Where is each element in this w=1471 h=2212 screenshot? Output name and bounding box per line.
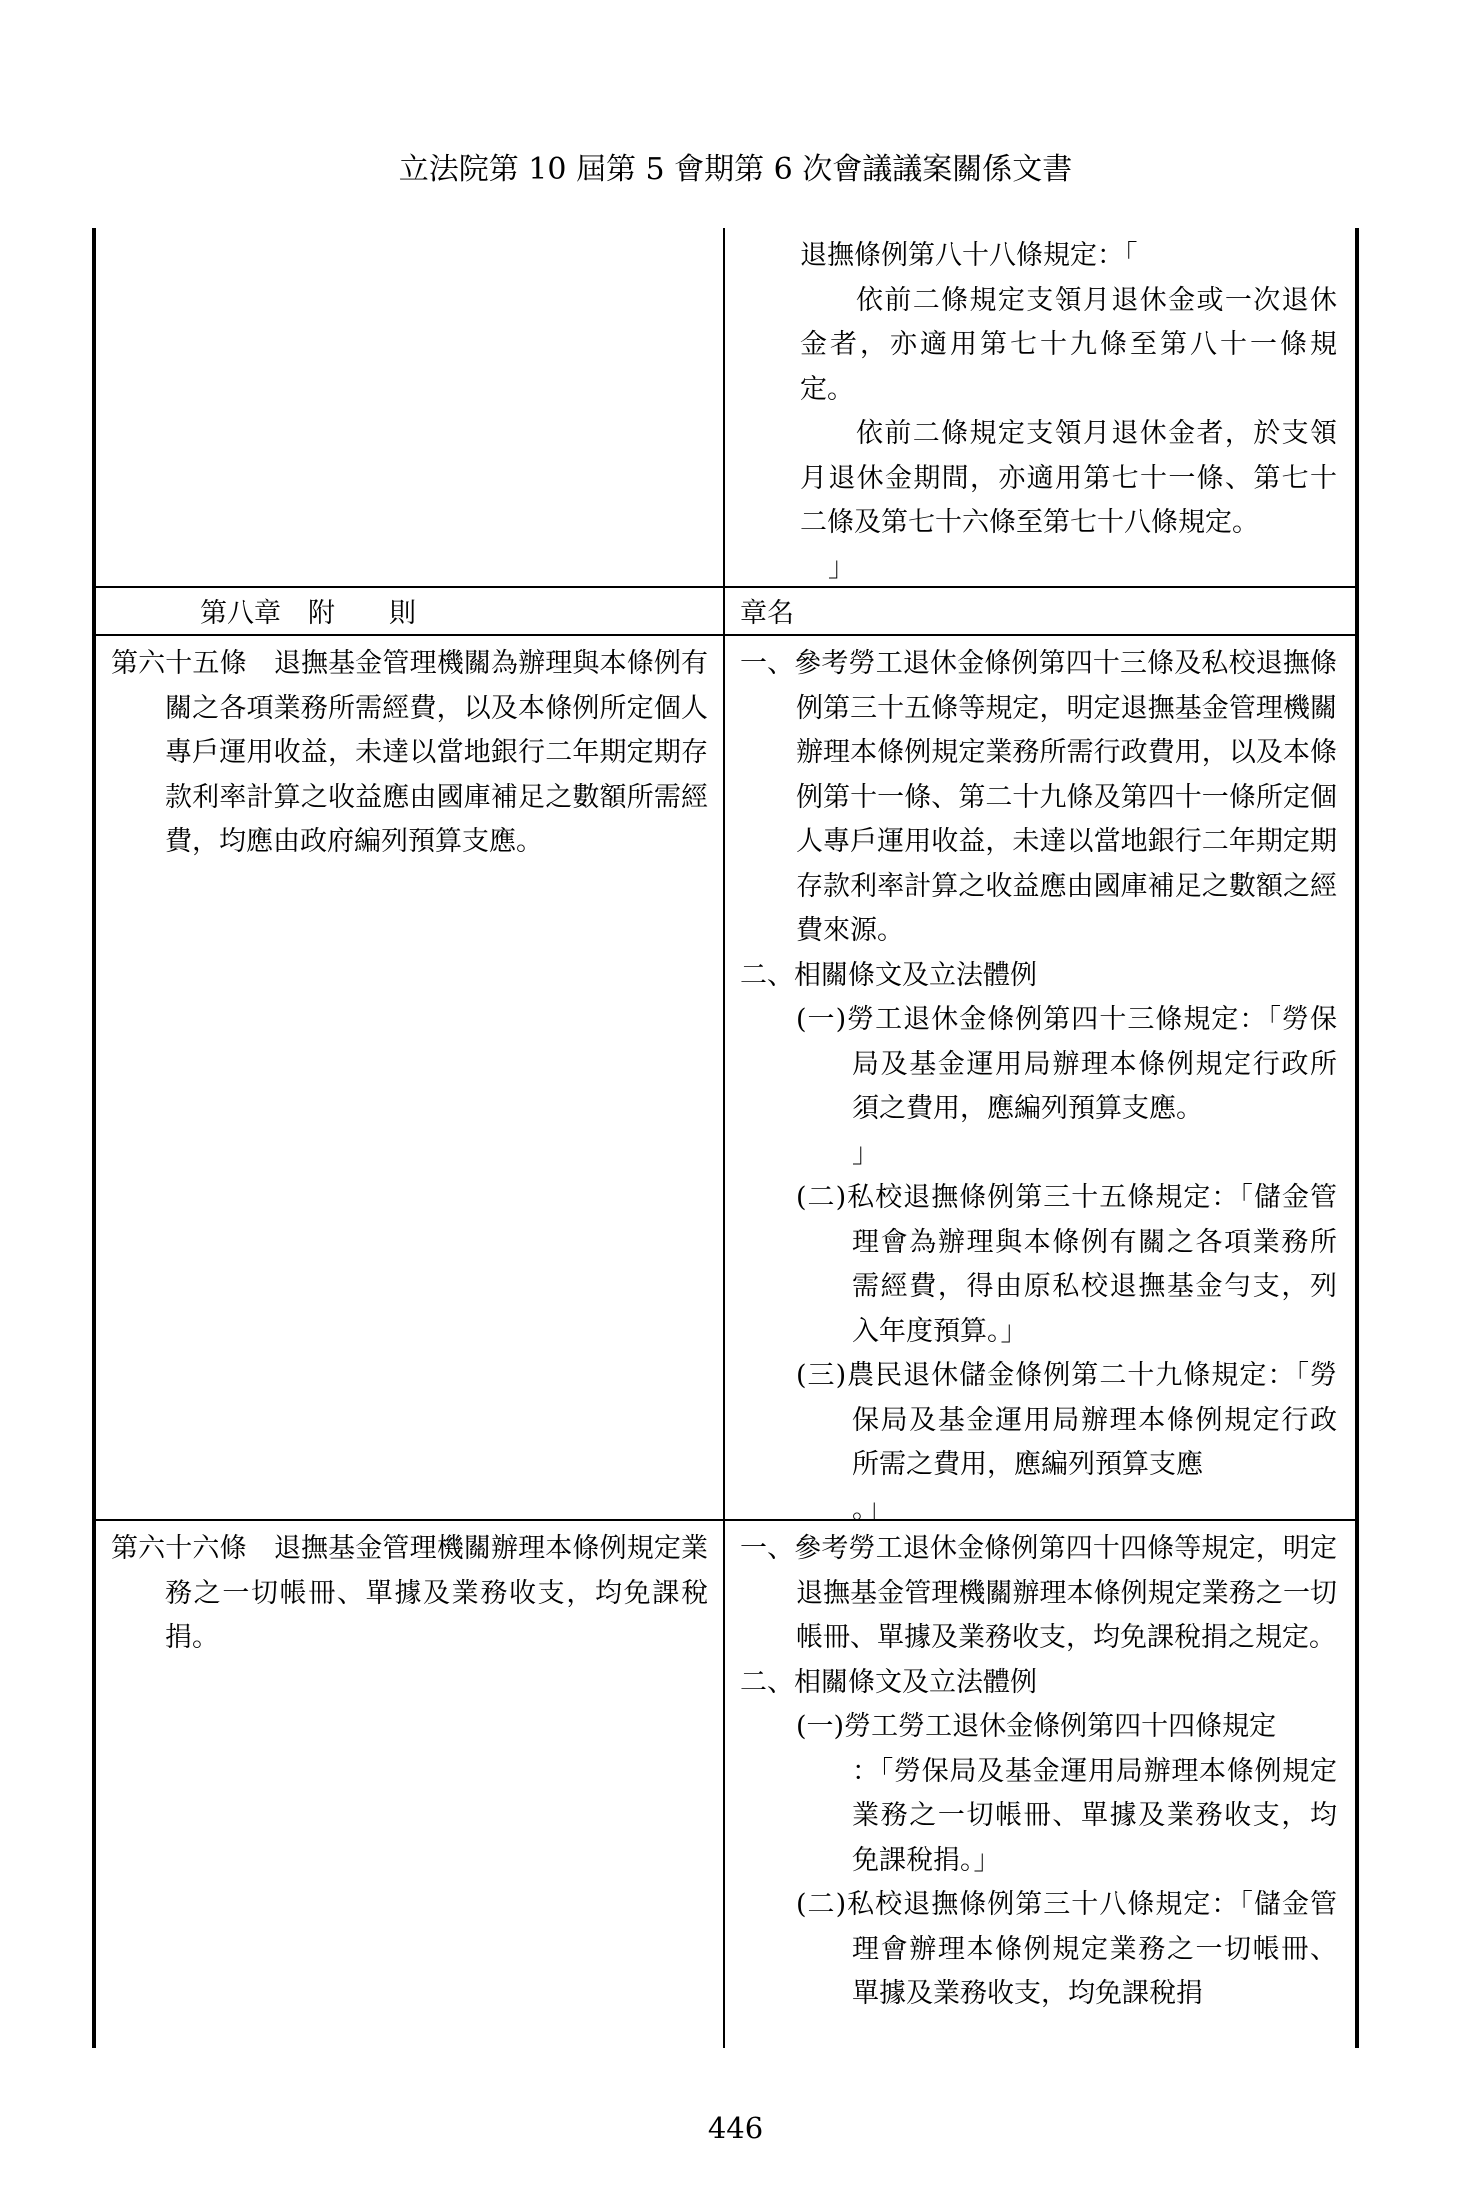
article-66-text-cell xyxy=(111,1527,708,1661)
article-66-item-1: 一、參考勞工退休金條例第四十四條等規定，明定退撫基金管理機關辦理本條例規定業務之一切帳冊、單據及業務收支，均免課稅捐之規定。 xyxy=(740,1533,1337,1653)
continued-paragraph-2: 依前二條規定支領月退休金者，於支領月退休金期間，亦適用第七十一條、第七十二條及第七十六條至第七十八條規定。 xyxy=(800,418,1337,538)
continued-explanation-cell xyxy=(800,234,1337,590)
article-65-sub-2: (二)私校退撫條例第三十五條規定：「儲金管理會為辦理與本條例有關之各項業務所需經費，得由原私校退撫基金勻支，列入年度預算。」 xyxy=(796,1182,1337,1347)
article-65-sub-1: (一)勞工退休金條例第四十三條規定：「勞保局及基金運用局辦理本條例規定行政所須之費用，應編列預算支應。 xyxy=(796,1004,1337,1124)
article-66-text: 第六十六條 退撫基金管理機關辦理本條例規定業務之一切帳冊、單據及業務收支，均免課稅捐。 xyxy=(111,1533,708,1653)
document-header: 立法院第 10 屆第 5 會期第 6 次會議議案關係文書 xyxy=(398,152,1073,187)
article-66-sub-2: (二)私校退撫條例第三十八條規定：「儲金管理會辦理本條例規定業務之一切帳冊、單據及業務收支，均免課稅捐 xyxy=(796,1889,1337,2009)
table-left-border xyxy=(92,228,96,2048)
page-number: 446 xyxy=(707,2111,764,2145)
article-65-item-1: 一、參考勞工退休金條例第四十三條及私校退撫條例第三十五條等規定，明定退撫基金管理機關辦理本條例規定業務所需行政費用，以及本條例第十一條、第二十九條及第四十一條所定個人專戶運用收益，未達以當地銀行二年期定期存款利率計算之收益應由國庫補足之數額之經費來源。 xyxy=(740,648,1337,946)
continued-line-1: 退撫條例第八十八條規定：「 xyxy=(800,240,1138,271)
article-65-text-cell xyxy=(111,642,708,865)
chapter-label: 章名 xyxy=(740,598,794,629)
article-66-sub-1: (一)勞工勞工退休金條例第四十四條規定 xyxy=(796,1711,1277,1742)
chapter-title: 第八章 附 則 xyxy=(200,598,416,629)
continued-paragraph-1: 依前二條規定支領月退休金或一次退休金者，亦適用第七十九條至第八十一條規定。 xyxy=(800,284,1337,405)
article-66-item-2: 二、相關條文及立法體例 xyxy=(740,1666,1037,1698)
continued-closing-bracket: 」 xyxy=(828,551,855,583)
table-middle-border xyxy=(723,228,725,2048)
article-65-text: 第六十五條 退撫基金管理機關為辦理與本條例有關之各項業務所需經費，以及本條例所定個人專戶運用收益，未達以當地銀行二年期定期存款利率計算之收益應由國庫補足之數額所需經費，均應由政府編列預算支應。 xyxy=(111,648,708,857)
article-65-sub-3: (三)農民退休儲金條例第二十九條規定：「勞保局及基金運用局辦理本條例規定行政所需之費用，應編列預算支應 xyxy=(796,1360,1337,1480)
article-66-sub-1-cont: ：「勞保局及基金運用局辦理本條例規定業務之一切帳冊、單據及業務收支，均免課稅捐。」 xyxy=(852,1755,1337,1876)
article-66-explanation-cell xyxy=(740,1527,1337,2017)
table-right-border xyxy=(1355,228,1359,2048)
article-65-sub-1-end: 」 xyxy=(852,1137,879,1169)
article-65-sub-3-end: 。」 xyxy=(852,1493,893,1525)
article-65-item-2: 二、相關條文及立法體例 xyxy=(740,959,1037,991)
article-65-explanation-cell xyxy=(740,642,1337,1532)
